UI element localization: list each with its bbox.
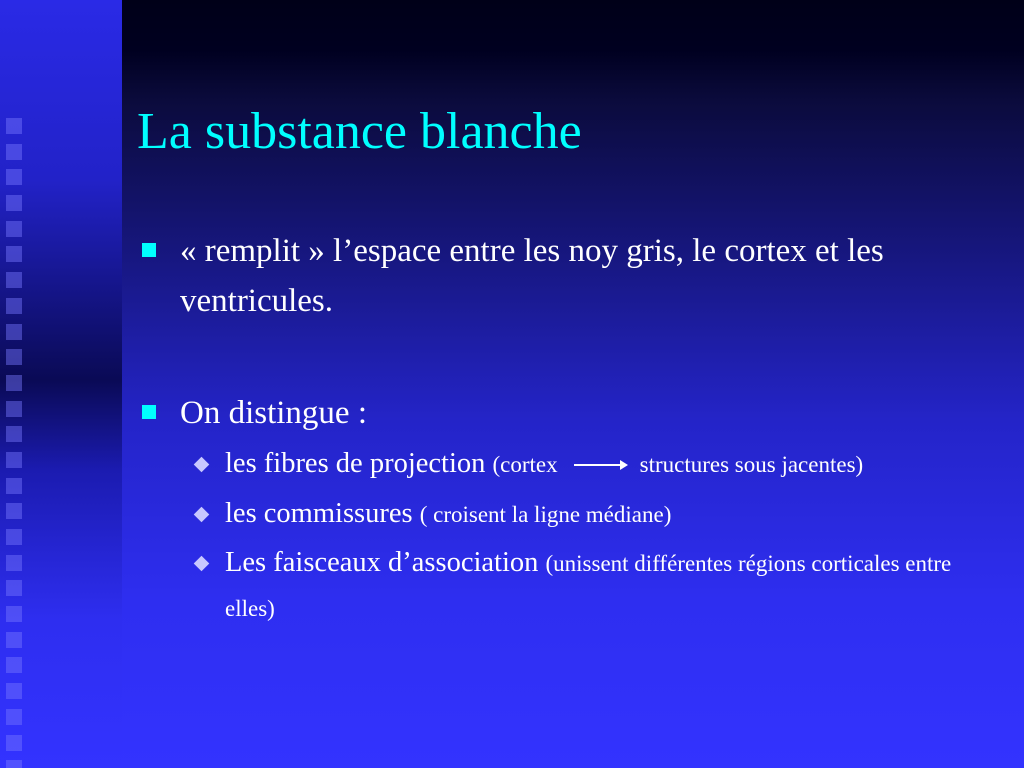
decorative-squares [6,118,26,768]
sub-bullet-note: (unissent différentes régions corticales entre elles) [225,551,952,621]
diamond-bullet-icon [194,556,210,572]
sub-bullet-item [194,492,994,537]
bullet-text: On distingue : [180,395,367,431]
square-bullet-icon [142,405,156,419]
sub-bullet-note: ( croisent la ligne médiane) [419,502,672,527]
sub-bullet-note: structures sous jacentes) [639,452,864,477]
bullet-item [142,226,992,326]
bullet-text: « remplit » l’espace entre les noy gris, le cortex et les ventricules. [180,233,884,319]
sub-bullet-item [194,442,994,487]
diamond-bullet-icon [194,507,210,523]
diamond-bullet-icon [194,457,210,473]
sub-bullet-main: Les faisceaux d’association [225,547,539,578]
sub-bullet-note: (cortex [492,452,558,477]
left-decorative-band [0,0,122,768]
bullet-item [142,388,992,438]
sub-bullet-main: les fibres de projection [225,448,486,479]
sub-bullet-item [194,541,994,631]
right-arrow-icon [574,464,626,466]
slide-title: La substance blanche [137,103,582,160]
square-bullet-icon [142,243,156,257]
sub-bullet-main: les commissures [225,498,413,529]
